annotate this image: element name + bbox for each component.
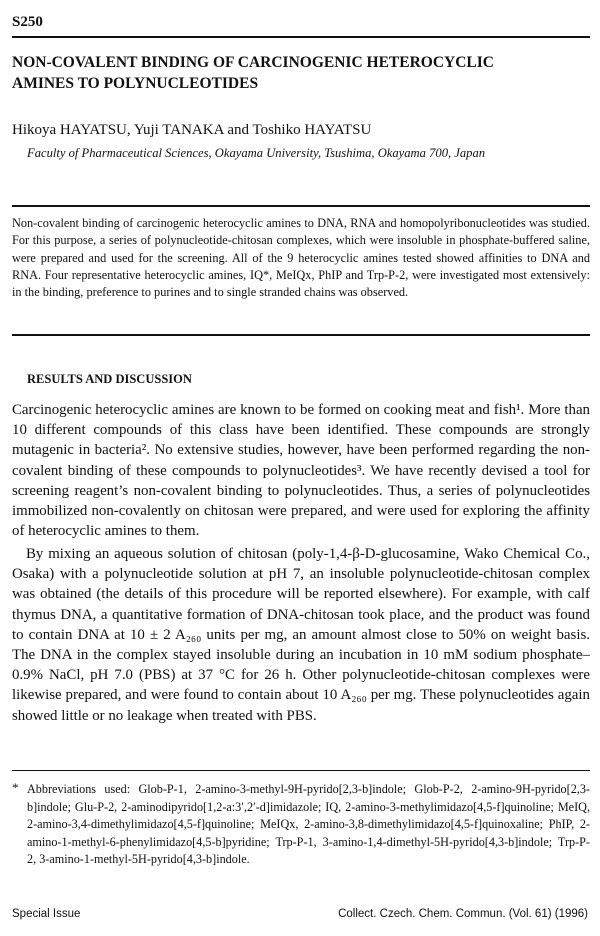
abstract-top-rule (12, 205, 590, 207)
affiliation: Faculty of Pharmaceutical Sciences, Okayama University, Tsushima, Okayama 700, Japan (27, 146, 486, 160)
body-paragraph-2: By mixing an aqueous solution of chitosan (poly-1,4-β-D-glucosamine, Wako Chemical Co., Osaka) with a polynucleotide solution at pH 7, an insoluble polynucleotide-chitosan complex was obtained (the details of this procedure will be reported elsewhere). For example, with calf thymus DNA, a quantitative formation of DNA-chitosan took place, and the product was found to contain DNA at 10 ± 2 A₂₆₀ units per mg, an amount almost close to 50% on weight basis. The DNA in the complex stayed insoluble during an incubation in 10 mM sodium phosphate–0.9% NaCl, pH 7.0 (PBS) at 37 °C for 26 h. Other polynucleotide-chitosan complexes were likewise prepared, and were found to contain about 10 A₂₆₀ per mg. These polynucleotides again showed little or no leakage when treated with PBS. (12, 546, 590, 724)
footnote-text: Abbreviations used: Glob-P-1, 2-amino-3-methyl-9H-pyrido[2,3-b]indole; Glob-P-2, 2-amino-9H-pyrido[2,3-b]indole; Glu-P-2, 2-aminodipyrido[1,2-a:3′,2′-d]imidazole; IQ, 2-amino-3-methylimidazo[4,5-f]quinoline; MeIQ, 2-amino-3,4-dimethylimidazo[4,5-f]quinoline; MeIQx, 2-amino-3,8-dimethylimidazo[4,5-f]quinoxaline; PhIP, 2-amino-1-methyl-6-phenylimidazo[4,5-b]pyridine; Trp-P-1, 3-amino-1,4-dimethyl-5H-pyrido[4,3-b]indole; Trp-P-2, 3-amino-1-methyl-5H-pyrido[4,3-b]indole. (27, 782, 590, 866)
footnote-rule (12, 770, 590, 771)
footer-left: Special Issue (12, 908, 81, 920)
section-heading: RESULTS AND DISCUSSION (27, 372, 192, 386)
article-title: NON-COVALENT BINDING OF CARCINOGENIC HETEROCYCLIC AMINES TO POLYNUCLEOTIDES (12, 54, 494, 92)
footer-right: Collect. Czech. Chem. Commun. (Vol. 61) (1996) (338, 908, 588, 920)
abstract-text: Non-covalent binding of carcinogenic heterocyclic amines to DNA, RNA and homopolyribonucleotides was studied. For this purpose, a series of polynucleotide-chitosan complexes, which were insoluble in phosphate-buffered saline, were prepared and used for the screening. All of the 9 heterocyclic amines tested showed affinities to DNA and RNA. Four representative heterocyclic amines, IQ*, MeIQx, PhIP and Trp-P-2, were investigated most extensively: in the binding, preference to purines and to single stranded chains was observed. (12, 216, 590, 300)
page-code: S250 (12, 14, 43, 30)
abstract-bottom-rule (12, 334, 590, 336)
top-rule (12, 36, 590, 38)
footnote-marker: * (12, 780, 19, 795)
author-line: Hikoya HAYATSU, Yuji TANAKA and Toshiko HAYATSU (12, 122, 372, 138)
body-paragraph-1: Carcinogenic heterocyclic amines are known to be formed on cooking meat and fish¹. More than 10 different compounds of this class have been identified. These compounds are strongly mutagenic in bacteria². No extensive studies, however, have been performed regarding the non-covalent binding of these compounds to polynucleotides³. We have recently devised a tool for screening reagent’s non-covalent binding to polynucleotides. Thus, a series of polynucleotides immobilized non-covalently on chitosan were prepared, and were used for exploring the affinity of heterocyclic amines to them. (12, 402, 590, 540)
